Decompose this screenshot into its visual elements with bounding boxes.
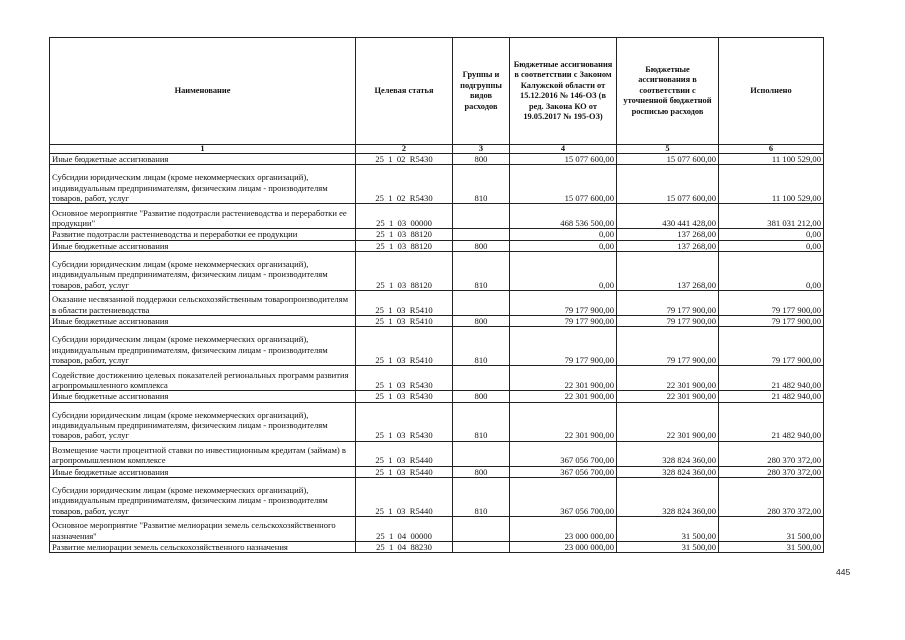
row-target-article: 25 1 03 R5410: [356, 290, 453, 315]
row-law-amount: 367 056 700,00: [510, 441, 617, 466]
table-row: [50, 477, 824, 516]
table-row: [50, 240, 824, 251]
row-refined-amount: 79 177 900,00: [617, 315, 719, 326]
row-executed-amount: 0,00: [719, 240, 824, 251]
row-name: Иные бюджетные ассигнования: [50, 315, 356, 326]
row-executed-amount: 381 031 212,00: [719, 204, 824, 229]
row-refined-amount: 15 077 600,00: [617, 154, 719, 165]
row-refined-amount: 22 301 900,00: [617, 391, 719, 402]
table-row: [50, 402, 824, 441]
row-law-amount: 79 177 900,00: [510, 327, 617, 366]
header-refined-allocations: Бюджетные ассигнования в соответствии с уточненной бюджетной росписью расходов: [617, 38, 719, 145]
row-refined-amount: 328 824 360,00: [617, 466, 719, 477]
row-target-article: 25 1 03 R5440: [356, 466, 453, 477]
page-number: 445: [836, 567, 851, 577]
row-executed-amount: 0,00: [719, 229, 824, 240]
row-law-amount: 367 056 700,00: [510, 477, 617, 516]
row-executed-amount: 79 177 900,00: [719, 290, 824, 315]
row-refined-amount: 22 301 900,00: [617, 402, 719, 441]
row-refined-amount: 137 268,00: [617, 229, 719, 240]
row-expense-group: 800: [453, 154, 510, 165]
row-executed-amount: 31 500,00: [719, 541, 824, 552]
row-expense-group: 800: [453, 466, 510, 477]
column-number: 4: [510, 145, 617, 154]
row-law-amount: 79 177 900,00: [510, 315, 617, 326]
table-row: [50, 366, 824, 391]
row-refined-amount: 31 500,00: [617, 516, 719, 541]
column-number: 1: [50, 145, 356, 154]
row-target-article: 25 1 03 R5440: [356, 441, 453, 466]
row-law-amount: 22 301 900,00: [510, 402, 617, 441]
row-refined-amount: 137 268,00: [617, 251, 719, 290]
header-executed: Исполнено: [719, 38, 824, 145]
row-executed-amount: 280 370 372,00: [719, 441, 824, 466]
row-target-article: 25 1 03 00000: [356, 204, 453, 229]
row-expense-group: [453, 516, 510, 541]
row-target-article: 25 1 04 00000: [356, 516, 453, 541]
row-expense-group: 810: [453, 251, 510, 290]
row-law-amount: 79 177 900,00: [510, 290, 617, 315]
column-number: 3: [453, 145, 510, 154]
row-name: Оказание несвязанной поддержки сельскохозяйственным товаропроизводителям в области растениеводства: [50, 290, 356, 315]
row-executed-amount: 280 370 372,00: [719, 477, 824, 516]
row-refined-amount: 328 824 360,00: [617, 441, 719, 466]
row-target-article: 25 1 02 R5430: [356, 154, 453, 165]
table-row: [50, 290, 824, 315]
row-target-article: 25 1 03 R5430: [356, 391, 453, 402]
row-expense-group: 810: [453, 327, 510, 366]
row-executed-amount: 21 482 940,00: [719, 366, 824, 391]
row-name: Субсидии юридическим лицам (кроме некоммерческих организаций), индивидуальным предпринимателям, физическим лицам - производителям товаров, работ, услуг: [50, 327, 356, 366]
row-law-amount: 23 000 000,00: [510, 516, 617, 541]
row-law-amount: 23 000 000,00: [510, 541, 617, 552]
row-refined-amount: 137 268,00: [617, 240, 719, 251]
row-refined-amount: 430 441 428,00: [617, 204, 719, 229]
row-refined-amount: 328 824 360,00: [617, 477, 719, 516]
row-name: Субсидии юридическим лицам (кроме некоммерческих организаций), индивидуальным предпринимателям, физическим лицам - производителям товаров, работ, услуг: [50, 402, 356, 441]
table-row: [50, 441, 824, 466]
column-number: 6: [719, 145, 824, 154]
row-target-article: 25 1 03 88120: [356, 229, 453, 240]
row-expense-group: 810: [453, 165, 510, 204]
column-number-row: [50, 145, 824, 154]
row-target-article: 25 1 03 R5410: [356, 315, 453, 326]
row-executed-amount: 21 482 940,00: [719, 391, 824, 402]
table-body: [50, 154, 824, 553]
row-law-amount: 22 301 900,00: [510, 391, 617, 402]
row-refined-amount: 79 177 900,00: [617, 290, 719, 315]
row-name: Иные бюджетные ассигнования: [50, 240, 356, 251]
row-law-amount: 0,00: [510, 251, 617, 290]
row-target-article: 25 1 03 R5430: [356, 366, 453, 391]
row-target-article: 25 1 03 R5410: [356, 327, 453, 366]
table-row: [50, 315, 824, 326]
row-refined-amount: 15 077 600,00: [617, 165, 719, 204]
row-name: Основное мероприятие "Развитие подотрасли растениеводства и переработки ее продукции": [50, 204, 356, 229]
row-law-amount: 15 077 600,00: [510, 154, 617, 165]
row-law-amount: 0,00: [510, 229, 617, 240]
header-row: [50, 38, 824, 145]
row-target-article: 25 1 04 88230: [356, 541, 453, 552]
table-row: [50, 541, 824, 552]
row-name: Иные бюджетные ассигнования: [50, 466, 356, 477]
row-name: Развитие мелиорации земель сельскохозяйственного назначения: [50, 541, 356, 552]
row-expense-group: [453, 541, 510, 552]
table-row: [50, 229, 824, 240]
table-row: [50, 165, 824, 204]
row-name: Содействие достижению целевых показателей региональных программ развития агропромышленного комплекса: [50, 366, 356, 391]
row-law-amount: 468 536 500,00: [510, 204, 617, 229]
table-row: [50, 516, 824, 541]
row-expense-group: 800: [453, 240, 510, 251]
row-target-article: 25 1 03 88120: [356, 240, 453, 251]
table-row: [50, 154, 824, 165]
row-name: Субсидии юридическим лицам (кроме некоммерческих организаций), индивидуальным предпринимателям, физическим лицам - производителям товаров, работ, услуг: [50, 477, 356, 516]
row-executed-amount: 11 100 529,00: [719, 165, 824, 204]
row-name: Иные бюджетные ассигнования: [50, 391, 356, 402]
row-law-amount: 15 077 600,00: [510, 165, 617, 204]
row-law-amount: 0,00: [510, 240, 617, 251]
row-expense-group: 810: [453, 477, 510, 516]
row-expense-group: [453, 441, 510, 466]
row-target-article: 25 1 03 R5430: [356, 402, 453, 441]
row-refined-amount: 79 177 900,00: [617, 327, 719, 366]
row-expense-group: 800: [453, 391, 510, 402]
row-expense-group: [453, 290, 510, 315]
table-row: [50, 391, 824, 402]
row-name: Возмещение части процентной ставки по инвестиционным кредитам (займам) в агропромышленном комплексе: [50, 441, 356, 466]
header-target-article: Целевая статья: [356, 38, 453, 145]
row-target-article: 25 1 03 88120: [356, 251, 453, 290]
table-row: [50, 204, 824, 229]
row-name: Субсидии юридическим лицам (кроме некоммерческих организаций), индивидуальным предпринимателям, физическим лицам - производителям товаров, работ, услуг: [50, 251, 356, 290]
header-law-allocations: Бюджетные ассигнования в соответствии с Законом Калужской области от 15.12.2016 № 146-ОЗ (в ред. Закона КО от 19.05.2017 № 195-ОЗ): [510, 38, 617, 145]
row-target-article: 25 1 02 R5430: [356, 165, 453, 204]
row-executed-amount: 11 100 529,00: [719, 154, 824, 165]
row-executed-amount: 79 177 900,00: [719, 327, 824, 366]
row-refined-amount: 31 500,00: [617, 541, 719, 552]
row-law-amount: 22 301 900,00: [510, 366, 617, 391]
header-expense-groups: Группы и подгруппы видов расходов: [453, 38, 510, 145]
row-target-article: 25 1 03 R5440: [356, 477, 453, 516]
row-expense-group: 800: [453, 315, 510, 326]
column-number: 5: [617, 145, 719, 154]
row-executed-amount: 31 500,00: [719, 516, 824, 541]
row-expense-group: 810: [453, 402, 510, 441]
table-row: [50, 466, 824, 477]
row-name: Развитие подотрасли растениеводства и переработки ее продукции: [50, 229, 356, 240]
row-expense-group: [453, 366, 510, 391]
row-expense-group: [453, 229, 510, 240]
row-executed-amount: 0,00: [719, 251, 824, 290]
table-row: [50, 251, 824, 290]
row-executed-amount: 79 177 900,00: [719, 315, 824, 326]
header-name: Наименование: [50, 38, 356, 145]
column-number: 2: [356, 145, 453, 154]
row-law-amount: 367 056 700,00: [510, 466, 617, 477]
row-name: Субсидии юридическим лицам (кроме некоммерческих организаций), индивидуальным предпринимателям, физическим лицам - производителям товаров, работ, услуг: [50, 165, 356, 204]
row-name: Иные бюджетные ассигнования: [50, 154, 356, 165]
row-refined-amount: 22 301 900,00: [617, 366, 719, 391]
row-executed-amount: 280 370 372,00: [719, 466, 824, 477]
table-row: [50, 327, 824, 366]
row-executed-amount: 21 482 940,00: [719, 402, 824, 441]
row-name: Основное мероприятие "Развитие мелиорации земель сельскохозяйственного назначения": [50, 516, 356, 541]
row-expense-group: [453, 204, 510, 229]
budget-table: [49, 37, 824, 553]
